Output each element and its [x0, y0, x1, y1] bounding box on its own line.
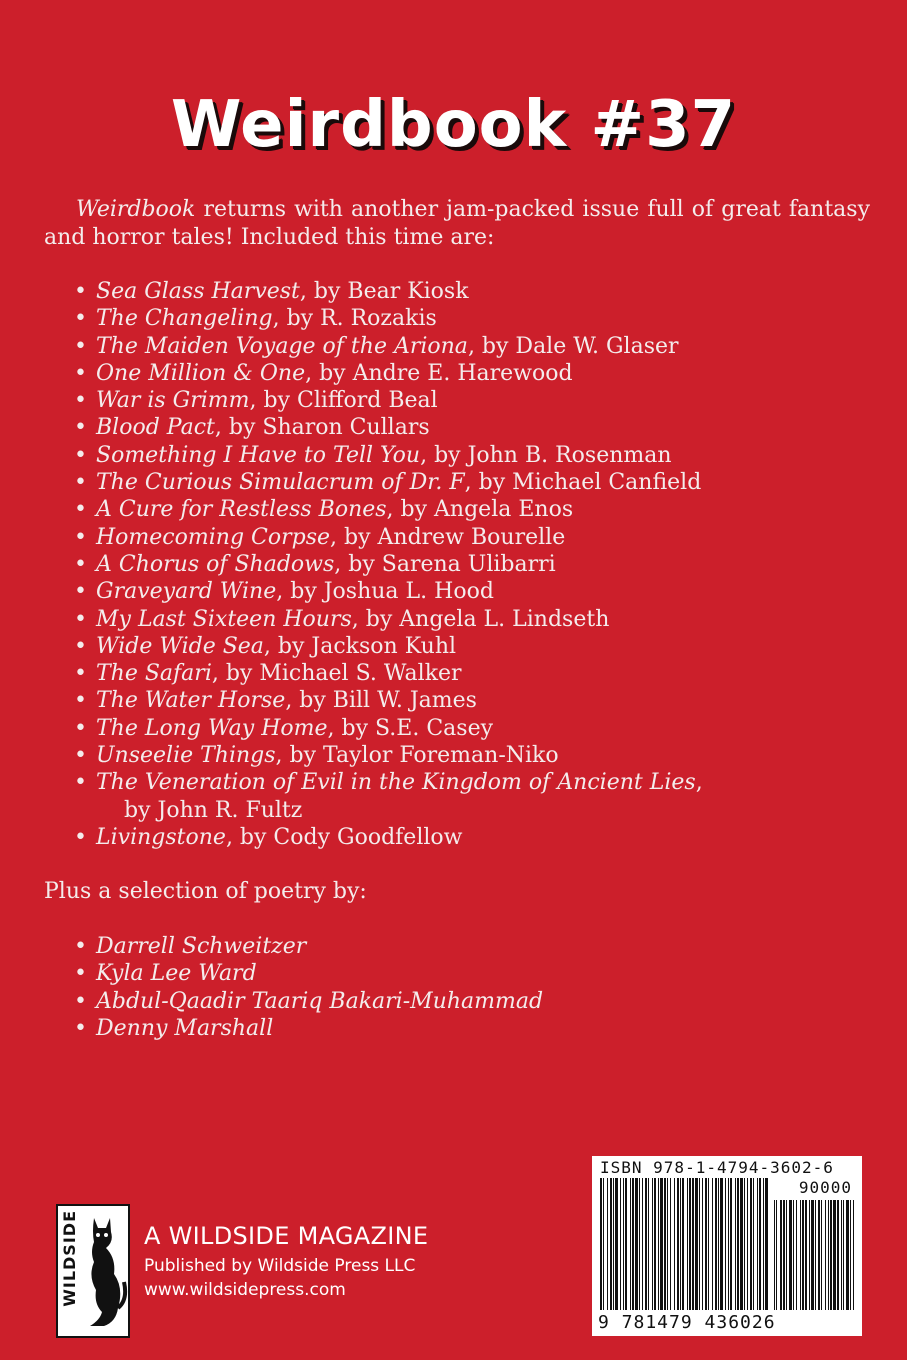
- story-title: Wide Wide Sea: [96, 633, 264, 659]
- story-title: Livingstone: [96, 824, 226, 850]
- cat-icon: [80, 1212, 130, 1332]
- story-item: [74, 742, 874, 769]
- story-item: [74, 333, 874, 360]
- story-author: , by R. Rozakis: [272, 306, 437, 332]
- story-title: The Water Horse: [96, 688, 286, 714]
- story-author: , by John B. Rosenman: [420, 442, 672, 468]
- poet-item: [74, 1015, 543, 1042]
- story-title: Something I Have to Tell You: [96, 442, 421, 468]
- story-item: [74, 824, 874, 851]
- poet-item: [74, 960, 543, 987]
- poetry-intro: Plus a selection of poetry by:: [44, 879, 367, 904]
- poet-name: Abdul-Qaadir Taariq Bakari-Muhammad: [96, 988, 544, 1014]
- story-list: [74, 278, 874, 851]
- story-author: , by Sarena Ulibarri: [334, 551, 556, 577]
- story-author: , by Jackson Kuhl: [263, 633, 457, 659]
- story-item: [74, 660, 874, 687]
- barcode-digits: 9 781479 436026: [598, 1312, 776, 1333]
- story-author: , by Taylor Foreman-Niko: [275, 743, 559, 769]
- story-title: Sea Glass Harvest: [96, 279, 300, 304]
- poet-name: Darrell Schweitzer: [96, 934, 307, 959]
- story-title: Homecoming Corpse: [96, 524, 331, 550]
- story-author: , by Joshua L. Hood: [276, 579, 494, 605]
- wildside-logo: [56, 1204, 130, 1338]
- story-item: [74, 305, 874, 332]
- story-item: [74, 496, 874, 523]
- cover-title: Weirdbook #37: [170, 88, 737, 162]
- intro-paragraph: [44, 196, 870, 252]
- story-title: The Safari: [96, 661, 212, 687]
- poet-name: Denny Marshall: [96, 1015, 274, 1041]
- price-addon: 90000: [798, 1178, 852, 1197]
- poet-item: [74, 988, 543, 1015]
- poet-item: [74, 933, 543, 960]
- story-author: , by Michael S. Walker: [211, 661, 462, 687]
- story-author: , by Angela Enos: [386, 497, 574, 523]
- story-author: , by Angela L. Lindseth: [351, 606, 610, 632]
- story-item: [74, 360, 874, 387]
- story-author: , by Cody Goodfellow: [225, 824, 463, 850]
- story-author: , by S.E. Casey: [327, 715, 494, 741]
- poet-list: [74, 933, 543, 1042]
- story-author: , by Bill W. James: [285, 688, 477, 714]
- story-item: [74, 687, 874, 714]
- story-comma: ,: [695, 770, 703, 796]
- story-title: My Last Sixteen Hours: [96, 606, 352, 632]
- poet-name: Kyla Lee Ward: [96, 961, 257, 987]
- publisher-name: Published by Wildside Press LLC: [144, 1256, 416, 1276]
- intro-magazine-name: Weirdbook: [76, 197, 196, 222]
- story-author: , by Dale W. Glaser: [467, 333, 679, 359]
- story-title: A Chorus of Shadows: [96, 551, 335, 577]
- story-item: [74, 551, 874, 578]
- story-title: The Curious Simulacrum of Dr. F: [96, 470, 465, 496]
- story-item: [74, 524, 874, 551]
- publisher-tagline: A WILDSIDE MAGAZINE: [144, 1222, 429, 1250]
- story-title: Blood Pact: [96, 415, 215, 441]
- story-title: War is Grimm: [96, 388, 250, 414]
- story-title: One Million & One: [96, 360, 306, 386]
- story-item: [74, 278, 874, 305]
- story-title: The Changeling: [96, 306, 273, 332]
- story-author: , by Andre E. Harewood: [305, 360, 573, 386]
- story-author: , by Michael Canfield: [464, 470, 702, 496]
- story-author: , by Sharon Cullars: [214, 415, 430, 441]
- story-author: by John R. Fultz: [124, 797, 303, 823]
- publisher-website: www.wildsidepress.com: [144, 1280, 346, 1300]
- story-title: A Cure for Restless Bones: [96, 497, 387, 523]
- story-item: [74, 469, 874, 496]
- story-title: The Long Way Home: [96, 715, 328, 741]
- story-title: Graveyard Wine: [96, 579, 277, 605]
- story-author: , by Andrew Bourelle: [330, 524, 566, 550]
- story-title: Unseelie Things: [96, 743, 276, 769]
- barcode-icon: [598, 1178, 856, 1310]
- intro-text: returns with another jam-packed issue full of great fantasy and horror tales! Included this time are:: [44, 197, 870, 250]
- isbn-text: ISBN 978-1-4794-3602-6: [600, 1158, 834, 1177]
- story-item: [74, 633, 874, 660]
- story-item: [74, 578, 874, 605]
- story-item: [74, 715, 874, 742]
- publisher-block: [144, 1222, 428, 1302]
- story-item: [74, 414, 874, 441]
- story-author: , by Clifford Beal: [249, 388, 438, 414]
- story-item: [74, 387, 874, 414]
- story-item: [74, 606, 874, 633]
- logo-wordmark: WILDSIDE: [60, 1210, 79, 1307]
- story-item: [74, 769, 874, 824]
- story-item: [74, 442, 874, 469]
- story-author: , by Bear Kiosk: [299, 279, 469, 304]
- story-title: The Maiden Voyage of the Ariona: [96, 333, 468, 359]
- story-title: The Veneration of Evil in the Kingdom of Ancient Lies: [96, 770, 696, 796]
- isbn-barcode: [592, 1156, 862, 1336]
